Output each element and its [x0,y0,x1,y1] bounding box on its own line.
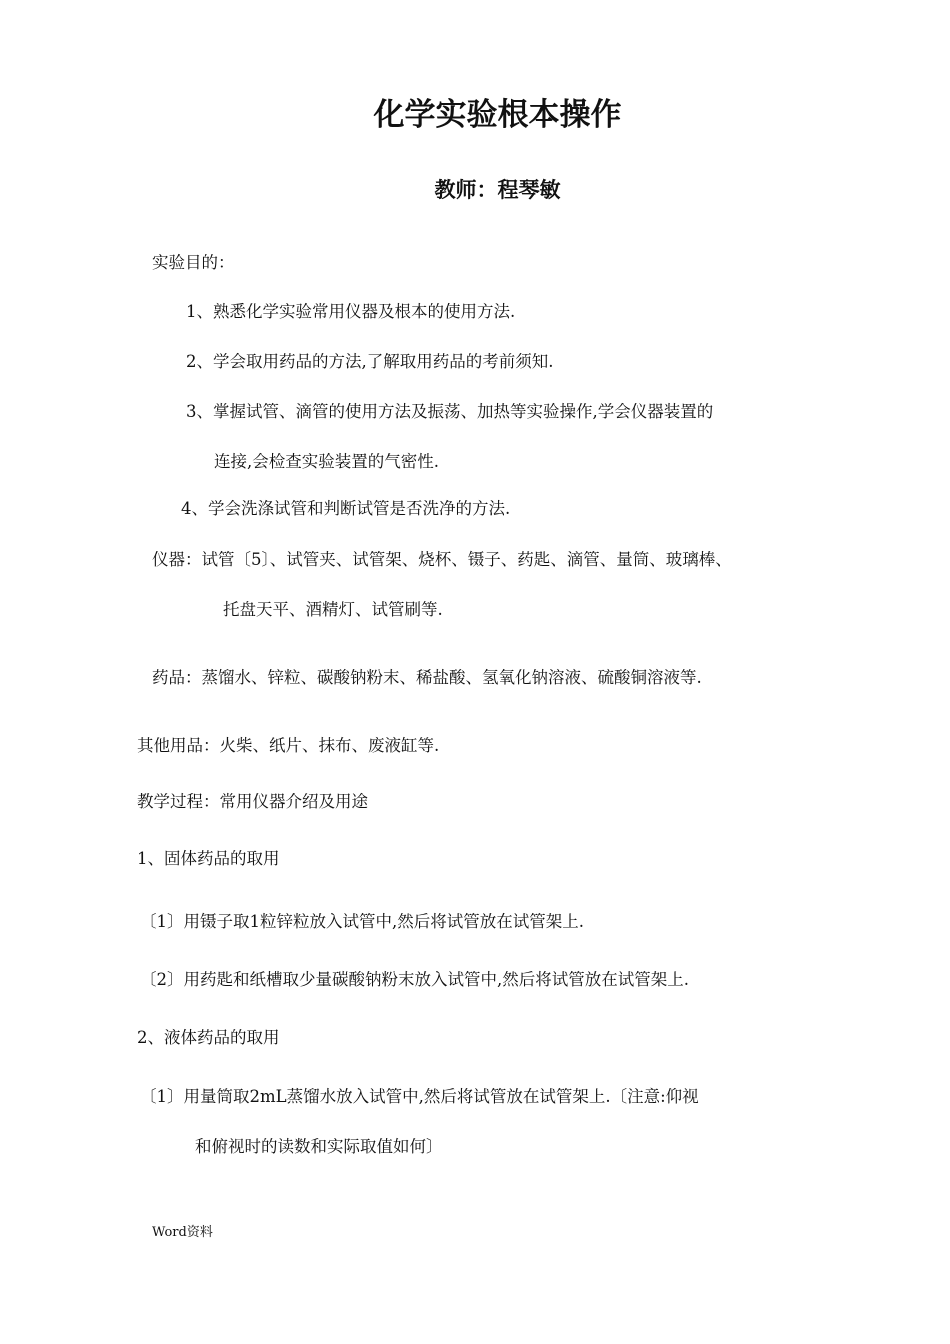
document-title: 化学实验根本操作 [373,97,622,133]
other-supplies-line: 其他用品：火柴、纸片、抹布、废液缸等. [137,736,440,755]
objective-item-continued: 连接,会检查实验装置的气密性. [214,452,439,471]
section-heading: 2、液体药品的取用 [137,1028,280,1047]
page-footer: Word资料 [152,1225,213,1240]
instruments-line: 仪器：试管〔5〕、试管夹、试管架、烧杯、镊子、药匙、滴管、量筒、玻璃棒、 [152,550,732,569]
objectives-heading: 实验目的： [152,253,235,272]
objective-item: 1、熟悉化学实验常用仪器及根本的使用方法. [186,302,516,321]
teaching-process-line: 教学过程：常用仪器介绍及用途 [137,792,368,811]
reagents-line: 药品：蒸馏水、锌粒、碳酸钠粉末、稀盐酸、氢氧化钠溶液、硫酸铜溶液等. [152,668,702,687]
section-item: 〔2〕用药匙和纸槽取少量碳酸钠粉末放入试管中,然后将试管放在试管架上. [140,970,689,989]
objective-item: 3、掌握试管、滴管的使用方法及振荡、加热等实验操作,学会仪器装置的 [186,402,714,421]
section-item: 〔1〕用量筒取2mL蒸馏水放入试管中,然后将试管放在试管架上.〔注意:仰视 [140,1087,699,1106]
section-item: 〔1〕用镊子取1粒锌粒放入试管中,然后将试管放在试管架上. [140,912,584,931]
teacher-name: 教师：程琴敏 [434,178,561,202]
section-item-continued: 和俯视时的读数和实际取值如何〕 [195,1137,443,1156]
section-heading: 1、固体药品的取用 [137,849,280,868]
objective-item: 4、学会洗涤试管和判断试管是否洗净的方法. [181,499,511,518]
objective-item: 2、学会取用药品的方法,了解取用药品的考前须知. [186,352,554,371]
instruments-line-continued: 托盘天平、酒精灯、试管刷等. [223,600,443,619]
